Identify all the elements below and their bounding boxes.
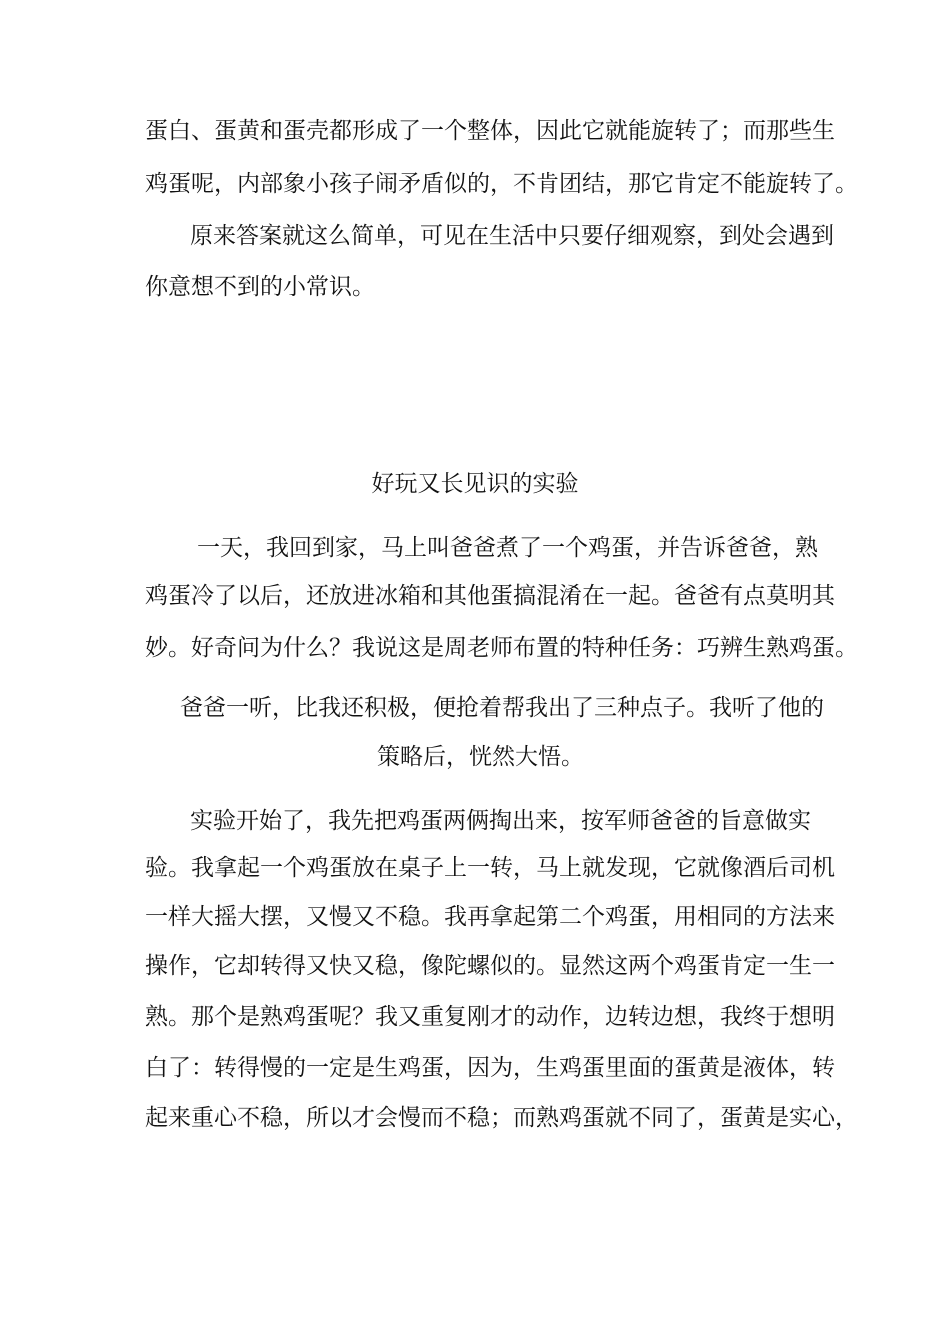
text-line: 一天，我回到家，马上叫爸爸煮了一个鸡蛋，并告诉爸爸，熟	[197, 535, 818, 561]
text-line: 策略后，恍然大悟。	[377, 744, 584, 770]
text-line: 验。我拿起一个鸡蛋放在桌子上一转，马上就发现，它就像酒后司机	[145, 855, 835, 881]
text-line: 你意想不到的小常识。	[145, 274, 375, 300]
text-line: 起来重心不稳，所以才会慢而不稳；而熟鸡蛋就不同了，蛋黄是实心，	[145, 1105, 858, 1131]
text-line: 鸡蛋呢，内部象小孩子闹矛盾似的，不肯团结，那它肯定不能旋转了。	[145, 171, 858, 197]
text-line: 蛋白、蛋黄和蛋壳都形成了一个整体，因此它就能旋转了；而那些生	[145, 118, 835, 144]
text-line: 熟。那个是熟鸡蛋呢？我又重复刚才的动作，边转边想，我终于想明	[145, 1004, 835, 1030]
text-line: 实验开始了，我先把鸡蛋两俩掏出来，按军师爸爸的旨意做实	[190, 808, 811, 834]
text-line: 鸡蛋冷了以后，还放进冰箱和其他蛋搞混淆在一起。爸爸有点莫明其	[145, 583, 835, 609]
text-line: 妙。好奇问为什么？我说这是周老师布置的特种任务：巧辨生熟鸡蛋。	[145, 635, 858, 661]
text-line: 原来答案就这么简单，可见在生活中只要仔细观察，到处会遇到	[190, 223, 834, 249]
text-line: 一样大摇大摆，又慢又不稳。我再拿起第二个鸡蛋，用相同的方法来	[145, 904, 835, 930]
essay-title: 好玩又长见识的实验	[371, 471, 579, 497]
text-line: 爸爸一听，比我还积极，便抢着帮我出了三种点子。我听了他的	[180, 695, 824, 721]
text-line: 白了：转得慢的一定是生鸡蛋，因为，生鸡蛋里面的蛋黄是液体，转	[145, 1055, 835, 1081]
text-line: 操作，它却转得又快又稳，像陀螺似的。显然这两个鸡蛋肯定一生一	[145, 953, 835, 979]
